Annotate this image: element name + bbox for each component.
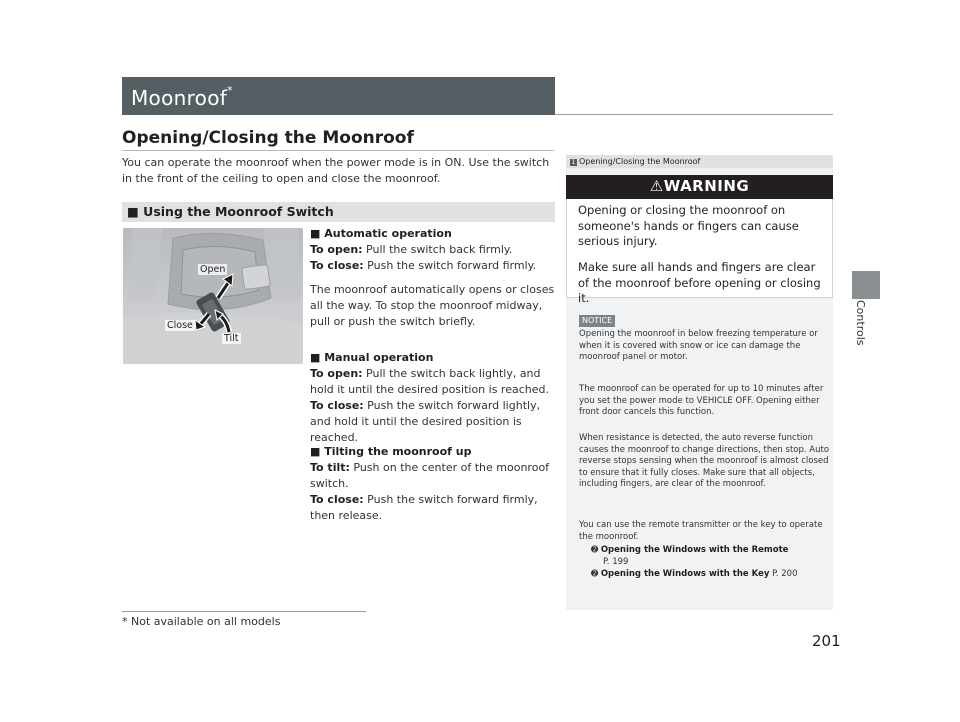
section-title: Opening/Closing the Moonroof bbox=[122, 128, 414, 148]
cross-reference-key[interactable]: ➋ Opening the Windows with the Key P. 200 bbox=[591, 569, 798, 579]
figure-label-open: Open bbox=[200, 264, 226, 275]
warning-text-1: Opening or closing the moonroof on someone's hands or fingers can cause serious injury. bbox=[578, 203, 799, 248]
arrow-reference-icon: ➋ bbox=[591, 569, 599, 579]
section-rule bbox=[122, 150, 554, 151]
auto-operation-note: The moonroof automatically opens or closes all the way. To stop the moonroof midway, pull or push the switch briefly. bbox=[310, 283, 555, 328]
moonroof-switch-illustration bbox=[123, 228, 303, 364]
tilt-close-instruction: To close: Push the switch forward firmly, then release. bbox=[310, 493, 538, 522]
switch-illustration-svg bbox=[123, 228, 303, 364]
reference-icon: 1 bbox=[571, 159, 576, 166]
warning-title: ⚠WARNING bbox=[649, 177, 750, 195]
chapter-tab-marker[interactable] bbox=[852, 271, 880, 299]
cross-reference-remote[interactable]: ➋ Opening the Windows with the Remote P. 199 bbox=[591, 545, 789, 567]
chapter-tab-label: Controls bbox=[854, 300, 867, 346]
warning-triangle-icon: ⚠ bbox=[649, 177, 664, 195]
sidenote-para-2: When resistance is detected, the auto reverse function causes the moonroof to change directions, then stop. Auto reverse stops sensing when the moonroof is almost closed to ensure that it fully closes. Make sure that all objects, including fingers, are clear of the moonroof. bbox=[579, 433, 830, 489]
auto-open-instruction: To open: Pull the switch back firmly. bbox=[310, 243, 513, 256]
tilt-operation-heading: ■ Tilting the moonroof up bbox=[310, 445, 472, 458]
manual-open-instruction: To open: Pull the switch back lightly, and hold it until the desired position is reached. bbox=[310, 367, 549, 396]
tilt-operation-block bbox=[310, 444, 555, 524]
arrow-reference-icon: ➋ bbox=[591, 545, 599, 555]
page-title: Moonroof* bbox=[131, 84, 233, 110]
manual-operation-heading: ■ Manual operation bbox=[310, 351, 434, 364]
notice-text: Opening the moonroof in below freezing temperature or when it is covered with snow or ice can damage the moonroof panel or motor. bbox=[579, 329, 818, 362]
footnote-rule bbox=[122, 611, 366, 612]
auto-operation-heading: ■ Automatic operation bbox=[310, 227, 452, 240]
figure-label-tilt: Tilt bbox=[224, 333, 239, 344]
section-intro: You can operate the moonroof when the power mode is in ON. Use the switch in the front of the ceiling to open and close the moonroof. bbox=[122, 156, 550, 185]
warning-text-2: Make sure all hands and fingers are clear of the moonroof before opening or closing it. bbox=[578, 260, 821, 305]
notice-badge: NOTICE bbox=[579, 315, 615, 327]
auto-operation-block bbox=[310, 226, 555, 330]
sidenote-para-1: The moonroof can be operated for up to 10 minutes after you set the power mode to VEHICLE OFF. Opening either front door cancels this function. bbox=[579, 384, 824, 417]
footnote: * Not available on all models bbox=[122, 615, 281, 628]
figure-label-close: Close bbox=[167, 320, 193, 331]
page-number: 201 bbox=[812, 632, 841, 650]
auto-close-instruction: To close: Push the switch forward firmly. bbox=[310, 259, 537, 272]
title-rule bbox=[555, 114, 833, 115]
title-asterisk: * bbox=[227, 84, 233, 97]
manual-close-instruction: To close: Push the switch forward lightly, and hold it until the desired position is reached. bbox=[310, 399, 541, 444]
sidenote-para-3: You can use the remote transmitter or the key to operate the moonroof. bbox=[579, 520, 823, 542]
sidenote-header-text: 1 Opening/Closing the Moonroof bbox=[571, 157, 701, 166]
subsection-title: ■ Using the Moonroof Switch bbox=[127, 204, 334, 219]
manual-operation-block bbox=[310, 350, 555, 446]
tilt-instruction: To tilt: Push on the center of the moonroof switch. bbox=[310, 461, 550, 490]
